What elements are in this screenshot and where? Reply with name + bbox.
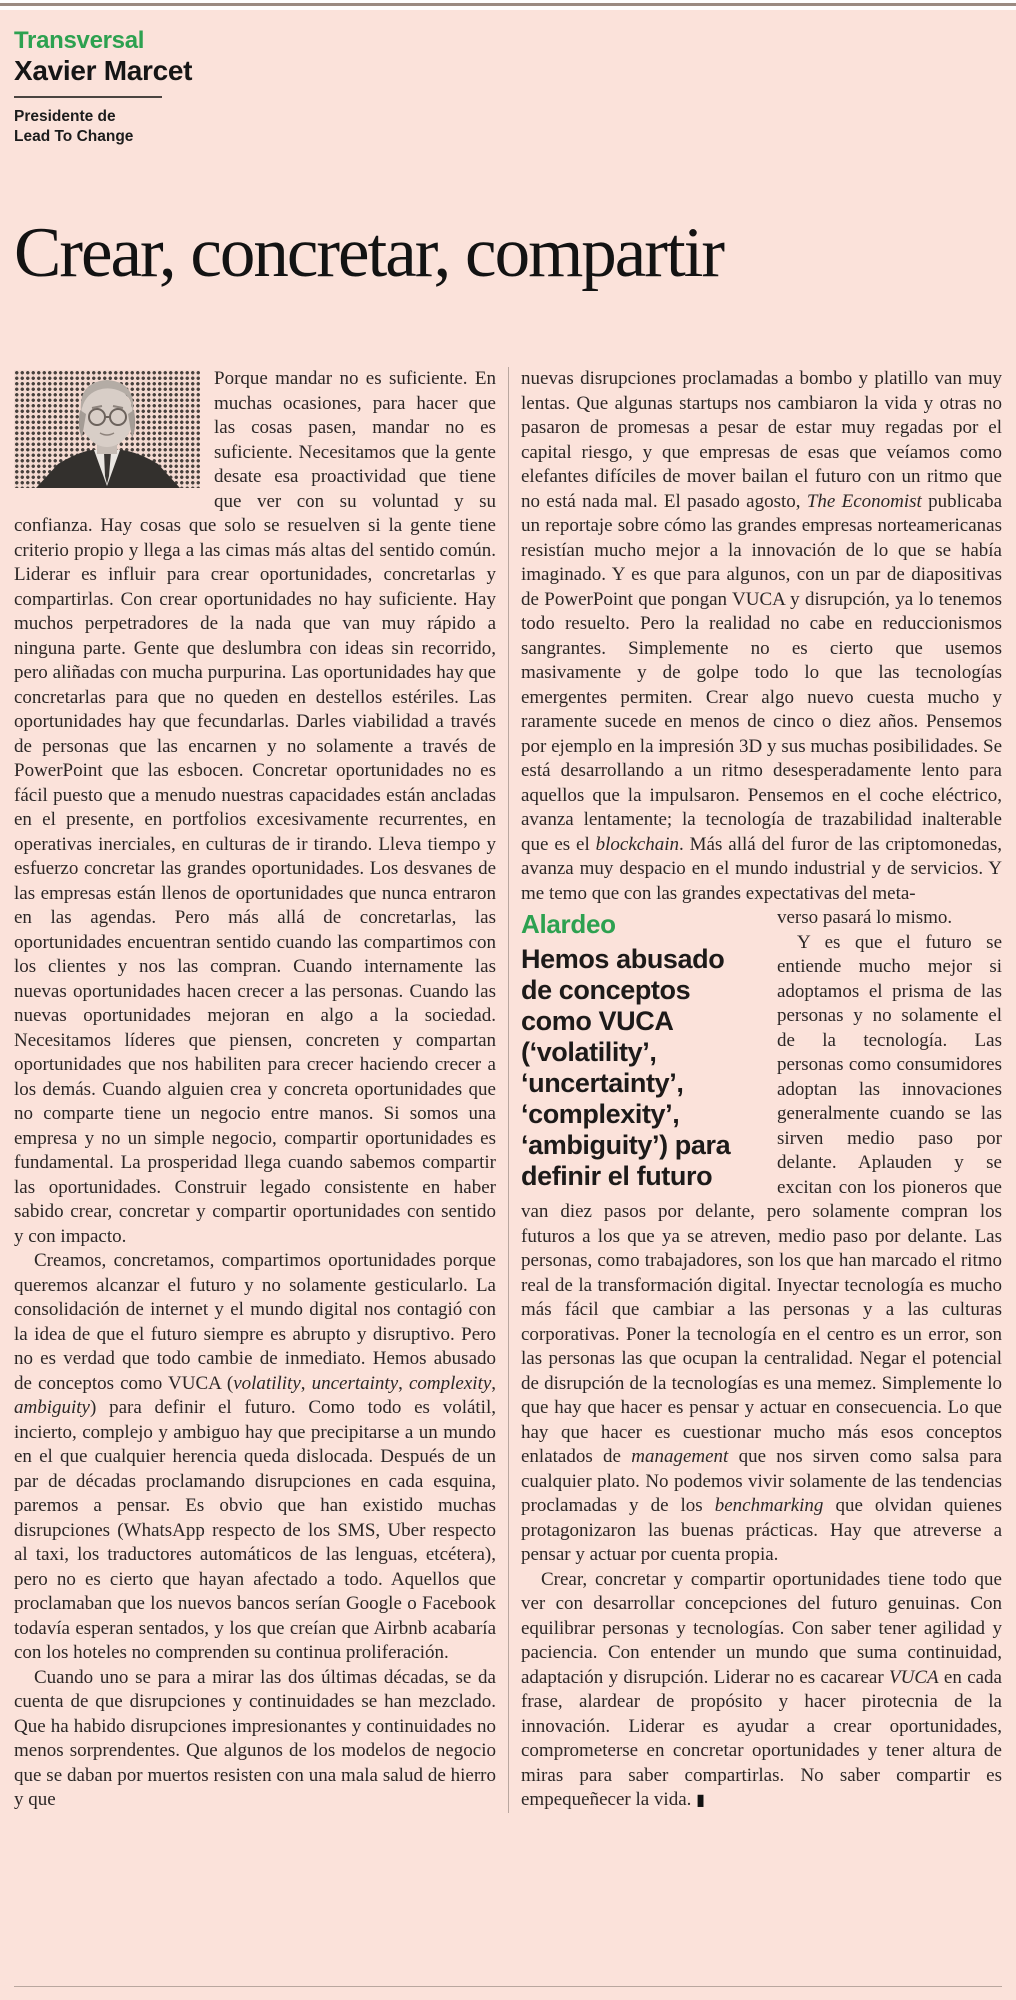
paragraph-continuation: verso pasará lo mismo. <box>777 907 953 929</box>
paragraph: Y es que el futuro se entiende mucho mejor si adoptamos el prisma de las personas y no solamente el de la tecnología. Las personas como consumidores adoptan las innovaciones generalmente cuando se las sirven medio paso por delante. Aplauden y se excitan con los pioneros que van diez pasos por delante, pero solamente compran los futuros a los que ya se atreven, medio paso por delante. Las personas, como trabajadores, son los que han marcado el ritmo real de la transformación digital. Inyectar tecnología es mucho más fácil que cambiar a las personas y a las culturas corporativas. Poner la tecnología en el centro es un error, son las personas las que ocupan la centralidad. Negar el potencial de disrupción de la tecnologías es una memez. Simplemente lo que hay que hacer es pensar y actuar en consecuencia. Lo que hay que hacer es cuestionar mucho más esos conceptos enlatados de management que nos sirven como salsa para cualquier plato. No podemos vivir solamente de las tendencias proclamadas y de los benchmarking que olvidan quienes protagonizaron las buenas prácticas. Hay que atreverse a pensar y actuar por cuenta propia. <box>521 931 1002 1566</box>
section-label: Transversal <box>14 27 145 54</box>
opening-paragraph <box>14 367 496 1249</box>
author-name: Xavier Marcet <box>14 54 193 86</box>
paragraph: Creamos, concretamos, compartimos oportunidades porque queremos alcanzar el futuro y no solamente gesticularlo. La consolidación de internet y el mundo digital nos contagió con la idea de que el futuro siempre es abrupto y disruptivo. Pero no es verdad que todo cambie de inmediato. Hemos abusado de conceptos como VUCA (volatility, uncertainty, complexity, ambiguity) para definir el futuro. Como todo es volátil, incierto, complejo y ambiguo hay que precipitarse a un mundo en el que cualquier herencia queda dislocada. Después de un par de décadas proclamando disrupciones en cada esquina, paremos a pensar. Es obvio que han existido muchas disrupciones (WhatsApp respecto de los SMS, Uber respecto al taxi, los traductores automáticos de las lenguas, etcétera), pero no es cierto que hayan afectado a todo. Aquellos que proclamaban que los nuevos bancos serían Google o Facebook todavía esperan sentados, y los que creían que Airbnb acabaría con los hoteles no comprenden su continua proliferación. <box>14 1250 497 1664</box>
column-right <box>508 367 1002 1813</box>
masthead <box>14 28 1002 146</box>
end-mark: ▮ <box>696 1790 705 1810</box>
author-role-line2: Lead To Change <box>14 127 134 145</box>
paragraph-text: Crear, concretar y compartir oportunidades tiene todo que ver con desarrollar concepciones del futuro genuinas. Con equilibrar personas y tecnologías. Con saber tener agilidad y paciencia. Con entender un mundo que suma continuidad, adaptación y disrupción. Liderar no es cacarear VUCA en cada frase, alardear de propósito y hacer pirotecnia de la innovación. Liderar es ayudar a crear oportunidades, comprometerse en concretar oportunidades y tener altura de miras para saber compartirlas. No saber compartir es empequeñecer la vida. <box>521 1568 1002 1811</box>
pull-quote-kicker: Alardeo <box>521 909 616 940</box>
article-content <box>0 10 1016 2000</box>
author-rule <box>14 96 162 98</box>
headline: Crear, concretar, compartir <box>14 214 724 293</box>
bottom-rule <box>14 1986 1002 1987</box>
author-portrait-illustration <box>14 370 200 488</box>
pull-quote-text: Hemos abusado de conceptos como VUCA (‘volatility’, ‘uncertainty’, ‘complexity’, ‘ambiguity’) para definir el futuro <box>521 943 731 1191</box>
column-left <box>14 367 508 1813</box>
paragraph: Cuando uno se para a mirar las dos últimas décadas, se da cuenta de que disrupciones y continuidades se han mezclado. Que ha habido disrupciones impresionantes y continuidades no menos sorprendentes. Que algunos de los modelos de negocio que se daban por muertos resisten con una mala salud de hierro y que <box>14 1666 496 1811</box>
author-role-line1: Presidente de <box>14 108 116 126</box>
closing-paragraph <box>521 1568 1002 1813</box>
author-photo <box>14 370 200 488</box>
paragraph-text: Porque mandar no es suficiente. En muchas ocasiones, para hacer que las cosas pasen, mandar no es suficiente. Necesitamos que la gente desate esa proactividad que tiene que ver con su voluntad y su confianza. Hay cosas que solo se resuelven si la gente tiene criterio propio y llega a las cimas más altas del sentido común. Liderar es influir para crear oportunidades, concretarlas y compartirlas. Con crear oportunidades no hay suficiente. Hay muchos perpetradores de la nada que van muy rápido a ninguna parte. Gente que deslumbra con ideas sin recorrido, pero aliñadas con mucha purpurina. Las oportunidades hay que concretarlas para que no queden en destellos estériles. Las oportunidades hay que fecundarlas. Darles viabilidad a través de personas que las encarnen y no solamente a través de PowerPoint que las esbocen. Concretar oportunidades no es fácil puesto que a menudo nuestras capacidades están ancladas en el presente, en portfolios excesivamente recurrentes, en operativas inerciales, en culturas de ir tirando. Lleva tiempo y esfuerzo concretar las grandes oportunidades. Los desvanes de las empresas están llenos de oportunidades que nunca entraron en las agendas. Pero más allá de concretarlas, las oportunidades encuentran sentido cuando las compartimos con los clientes y nos las compran. Cuando internamente las nuevas oportunidades hacen crecer a las personas. Cuando las nuevas oportunidades mejoran en algo a la sociedad. Necesitamos líderes que piensen, concreten y compartan oportunidades que nos habiliten para crecer haciendo crecer a los demás. Cuando alguien crea y concreta oportunidades que no comparte tiene un negocio entre manos. Si somos una empresa y no un simple negocio, compartir oportunidades es fundamental. La prosperidad llega cuando sabemos compartir las oportunidades. Construir legado consistente en haber sabido crear, concretar y compartir oportunidades con sentido y con impacto. <box>14 368 496 1247</box>
pull-quote <box>521 910 761 1192</box>
article-columns <box>14 367 1002 1813</box>
paragraph: nuevas disrupciones proclamadas a bombo y platillo van muy lentas. Que algunas startups nos cambiaron la vida y otras no pasaron de promesas a pesar de estar muy regadas por el capital riesgo, y que empresas de esas que veíamos como elefantes difíciles de mover bailan el futuro con un ritmo que no está nada mal. El pasado agosto, The Economist publicaba un reportaje sobre cómo las grandes empresas norteamericanas resistían mucho mejor a la innovación de lo que se había imaginado. Y es que para algunos, con un par de diapositivas de PowerPoint que pongan VUCA y disrupción, ya lo tenemos todo resuelto. Pero la realidad no cabe en reduccionismos sangrantes. Simplemente no es cierto que usemos masivamente y de golpe todo lo que las tecnologías emergentes permiten. Crear algo nuevo cuesta mucho y raramente sucede en menos de cinco o diez años. Pensemos por ejemplo en la impresión 3D y sus muchas posibilidades. Se está desarrollando a un ritmo desesperadamente lento para aquellos que la impulsaron. Pensemos en el coche eléctrico, avanza lentamente; la tecnología de trazabilidad inalterable que es el blockchain. Más allá del furor de las criptomonedas, avanza muy despacio en el mundo industrial y de servicios. Y me temo que con las grandes expectativas del meta- <box>521 368 1003 904</box>
top-rule <box>0 3 1016 6</box>
